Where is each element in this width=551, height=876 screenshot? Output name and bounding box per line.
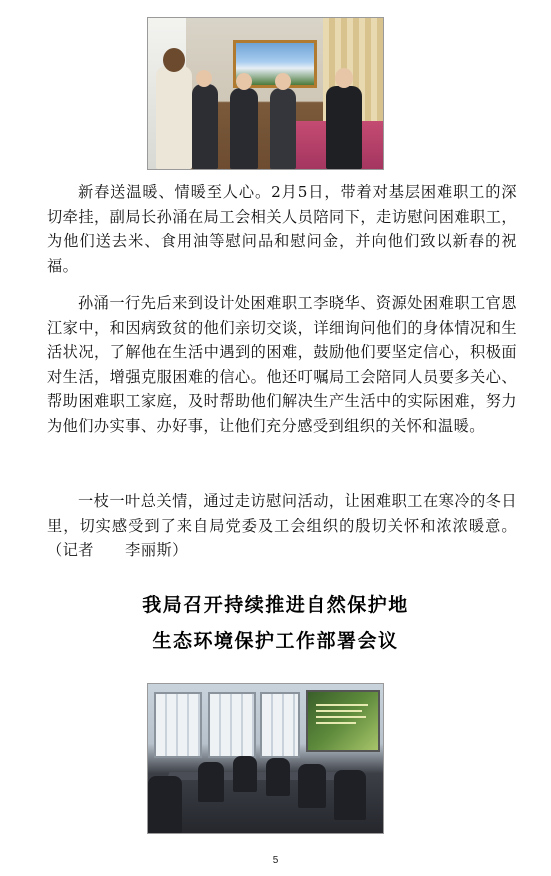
attendee — [266, 758, 290, 796]
attendee — [233, 756, 257, 792]
window — [260, 692, 300, 758]
attendee — [198, 762, 224, 802]
attendee — [298, 764, 326, 808]
headline-line-1: 我局召开持续推进自然保护地 — [142, 594, 409, 616]
person-dark-coat — [192, 84, 218, 169]
projection-screen — [306, 690, 380, 752]
person-head — [196, 70, 212, 87]
window — [154, 692, 202, 758]
headline-line-2: 生态环境保护工作部署会议 — [152, 630, 399, 652]
attendee — [334, 770, 366, 820]
article-paragraph-1: 新春送温暖、情暖至人心。2月5日，带着对基层困难职工的深切牵挂，副局长孙涌在局工会相关人员陪同下，走访慰问困难职工，为他们送去米、食用油等慰问品和慰问金，并向他们致以新春的祝福。 — [47, 183, 517, 275]
person-woman-coat — [156, 66, 192, 169]
person-head — [275, 73, 291, 90]
window — [208, 692, 256, 758]
person-head — [163, 48, 185, 72]
attendee — [148, 776, 182, 833]
person-official-1 — [230, 88, 258, 169]
person-official-2 — [270, 88, 296, 169]
person-host — [326, 86, 362, 169]
article-paragraph-3: 一枝一叶总关情，通过走访慰问活动，让困难职工在寒冷的冬日里，切实感受到了来自局党委及工会组织的殷切关怀和浓浓暖意。（记者 李丽斯） — [47, 492, 517, 560]
person-head — [335, 68, 353, 88]
meeting-photo — [147, 683, 384, 834]
person-head — [236, 73, 252, 90]
visit-photo — [147, 17, 384, 170]
page-number: 5 — [272, 855, 279, 866]
article-paragraph-2: 孙涌一行先后来到设计处困难职工李晓华、资源处困难职工官恩江家中，和因病致贫的他们亲切交谈，详细询问他们的身体情况和生活状况，了解他在生活中遇到的困难，鼓励他们要坚定信心，积极面对生活，增强克服困难的信心。他还叮嘱局工会陪同人员要多关心、帮助困难职工家庭，及时帮助他们解决生产生活中的实际困难，努力为他们办实事、办好事，让他们充分感受到组织的关怀和温暖。 — [47, 294, 517, 435]
